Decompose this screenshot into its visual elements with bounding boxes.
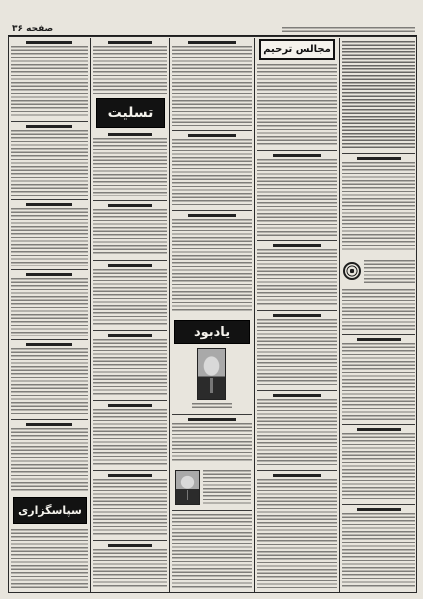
- announcement-text: [342, 513, 415, 588]
- announcement-heading: [357, 428, 401, 431]
- announcement-divider: [172, 130, 252, 131]
- announcement-text: [342, 162, 415, 252]
- announcement-heading: [108, 474, 152, 477]
- announcement-heading: [273, 244, 321, 247]
- announcement-text: [257, 159, 337, 236]
- announcement-heading: [108, 204, 152, 207]
- memorial-services-banner: مجالس ترحیم: [259, 39, 335, 60]
- announcement-divider: [257, 390, 337, 391]
- announcement-text: [93, 269, 167, 326]
- announcement-divider: [342, 153, 415, 154]
- announcement-heading: [188, 134, 236, 137]
- announcement-divider: [93, 400, 167, 401]
- column-rule: [254, 38, 255, 592]
- announcement-text: [342, 433, 415, 500]
- remembrance-banner: یادبود: [174, 320, 250, 344]
- portrait-photo: [197, 348, 226, 400]
- announcement-text: [172, 219, 252, 312]
- announcement-text: [342, 343, 415, 420]
- announcement-divider: [342, 424, 415, 425]
- announcement-heading: [108, 264, 152, 267]
- announcement-text: [93, 46, 167, 94]
- announcement-text: [172, 139, 252, 206]
- announcement-heading: [273, 394, 321, 397]
- announcement-text: [257, 64, 337, 146]
- announcement-divider: [11, 419, 88, 420]
- announcement-divider: [11, 121, 88, 122]
- announcement-heading: [26, 125, 72, 128]
- announcement-heading: [273, 474, 321, 477]
- announcement-divider: [257, 150, 337, 151]
- announcement-divider: [93, 330, 167, 331]
- announcement-divider: [342, 504, 415, 505]
- portrait-photo: [175, 470, 200, 505]
- photo-caption: [192, 403, 232, 409]
- announcement-divider: [93, 470, 167, 471]
- announcement-heading: [357, 157, 401, 160]
- announcement-text: [342, 41, 415, 150]
- announcement-divider: [257, 240, 337, 241]
- announcement-divider: [172, 510, 252, 511]
- announcement-text: [93, 339, 167, 396]
- announcement-heading: [26, 41, 72, 44]
- announcement-text: [93, 138, 167, 196]
- condolences-banner: تسلیت: [96, 98, 165, 128]
- announcement-text: [172, 423, 252, 462]
- announcement-heading: [26, 203, 72, 206]
- column-rule: [339, 38, 340, 592]
- announcement-text: [93, 209, 167, 256]
- announcement-heading: [273, 314, 321, 317]
- announcement-heading: [188, 214, 236, 217]
- announcement-heading: [108, 334, 152, 337]
- announcement-text: [257, 249, 337, 306]
- announcement-text: [11, 130, 88, 196]
- announcement-text: [257, 399, 337, 466]
- announcement-heading: [26, 343, 72, 346]
- announcement-divider: [93, 260, 167, 261]
- thanks-banner: سپاسگزاری: [13, 497, 87, 524]
- announcement-heading: [108, 133, 152, 136]
- announcement-text: [93, 549, 167, 588]
- announcement-divider: [11, 269, 88, 270]
- announcement-heading: [357, 508, 401, 511]
- announcement-heading: [188, 418, 236, 421]
- announcement-heading: [357, 338, 401, 341]
- announcement-heading: [108, 404, 152, 407]
- announcement-heading: [273, 154, 321, 157]
- announcement-divider: [342, 334, 415, 335]
- announcement-text: [11, 428, 88, 492]
- announcement-divider: [172, 414, 252, 415]
- announcement-text: [11, 208, 88, 266]
- column-rule: [90, 38, 91, 592]
- masthead-text: [282, 27, 415, 33]
- page-number: صفحه ۳۶: [12, 24, 54, 34]
- announcement-divider: [257, 470, 337, 471]
- announcement-text: [11, 46, 88, 118]
- announcement-text: [203, 470, 251, 505]
- announcement-divider: [11, 339, 88, 340]
- announcement-text: [364, 260, 415, 285]
- announcement-text: [93, 479, 167, 536]
- announcement-text: [257, 479, 337, 588]
- announcement-divider: [93, 200, 167, 201]
- announcement-text: [11, 348, 88, 416]
- announcement-heading: [108, 41, 152, 44]
- emblem-logo: [343, 262, 361, 280]
- announcement-text: [342, 289, 415, 330]
- announcement-text: [11, 529, 88, 588]
- announcement-text: [93, 409, 167, 466]
- announcement-heading: [108, 544, 152, 547]
- announcement-divider: [172, 210, 252, 211]
- announcement-divider: [11, 199, 88, 200]
- announcement-divider: [257, 310, 337, 311]
- announcement-text: [11, 278, 88, 336]
- announcement-text: [172, 46, 252, 126]
- announcement-divider: [93, 540, 167, 541]
- announcement-heading: [188, 41, 236, 44]
- announcement-text: [257, 319, 337, 386]
- column-rule: [169, 38, 170, 592]
- announcement-text: [172, 514, 252, 588]
- announcement-heading: [26, 423, 72, 426]
- announcement-heading: [26, 273, 72, 276]
